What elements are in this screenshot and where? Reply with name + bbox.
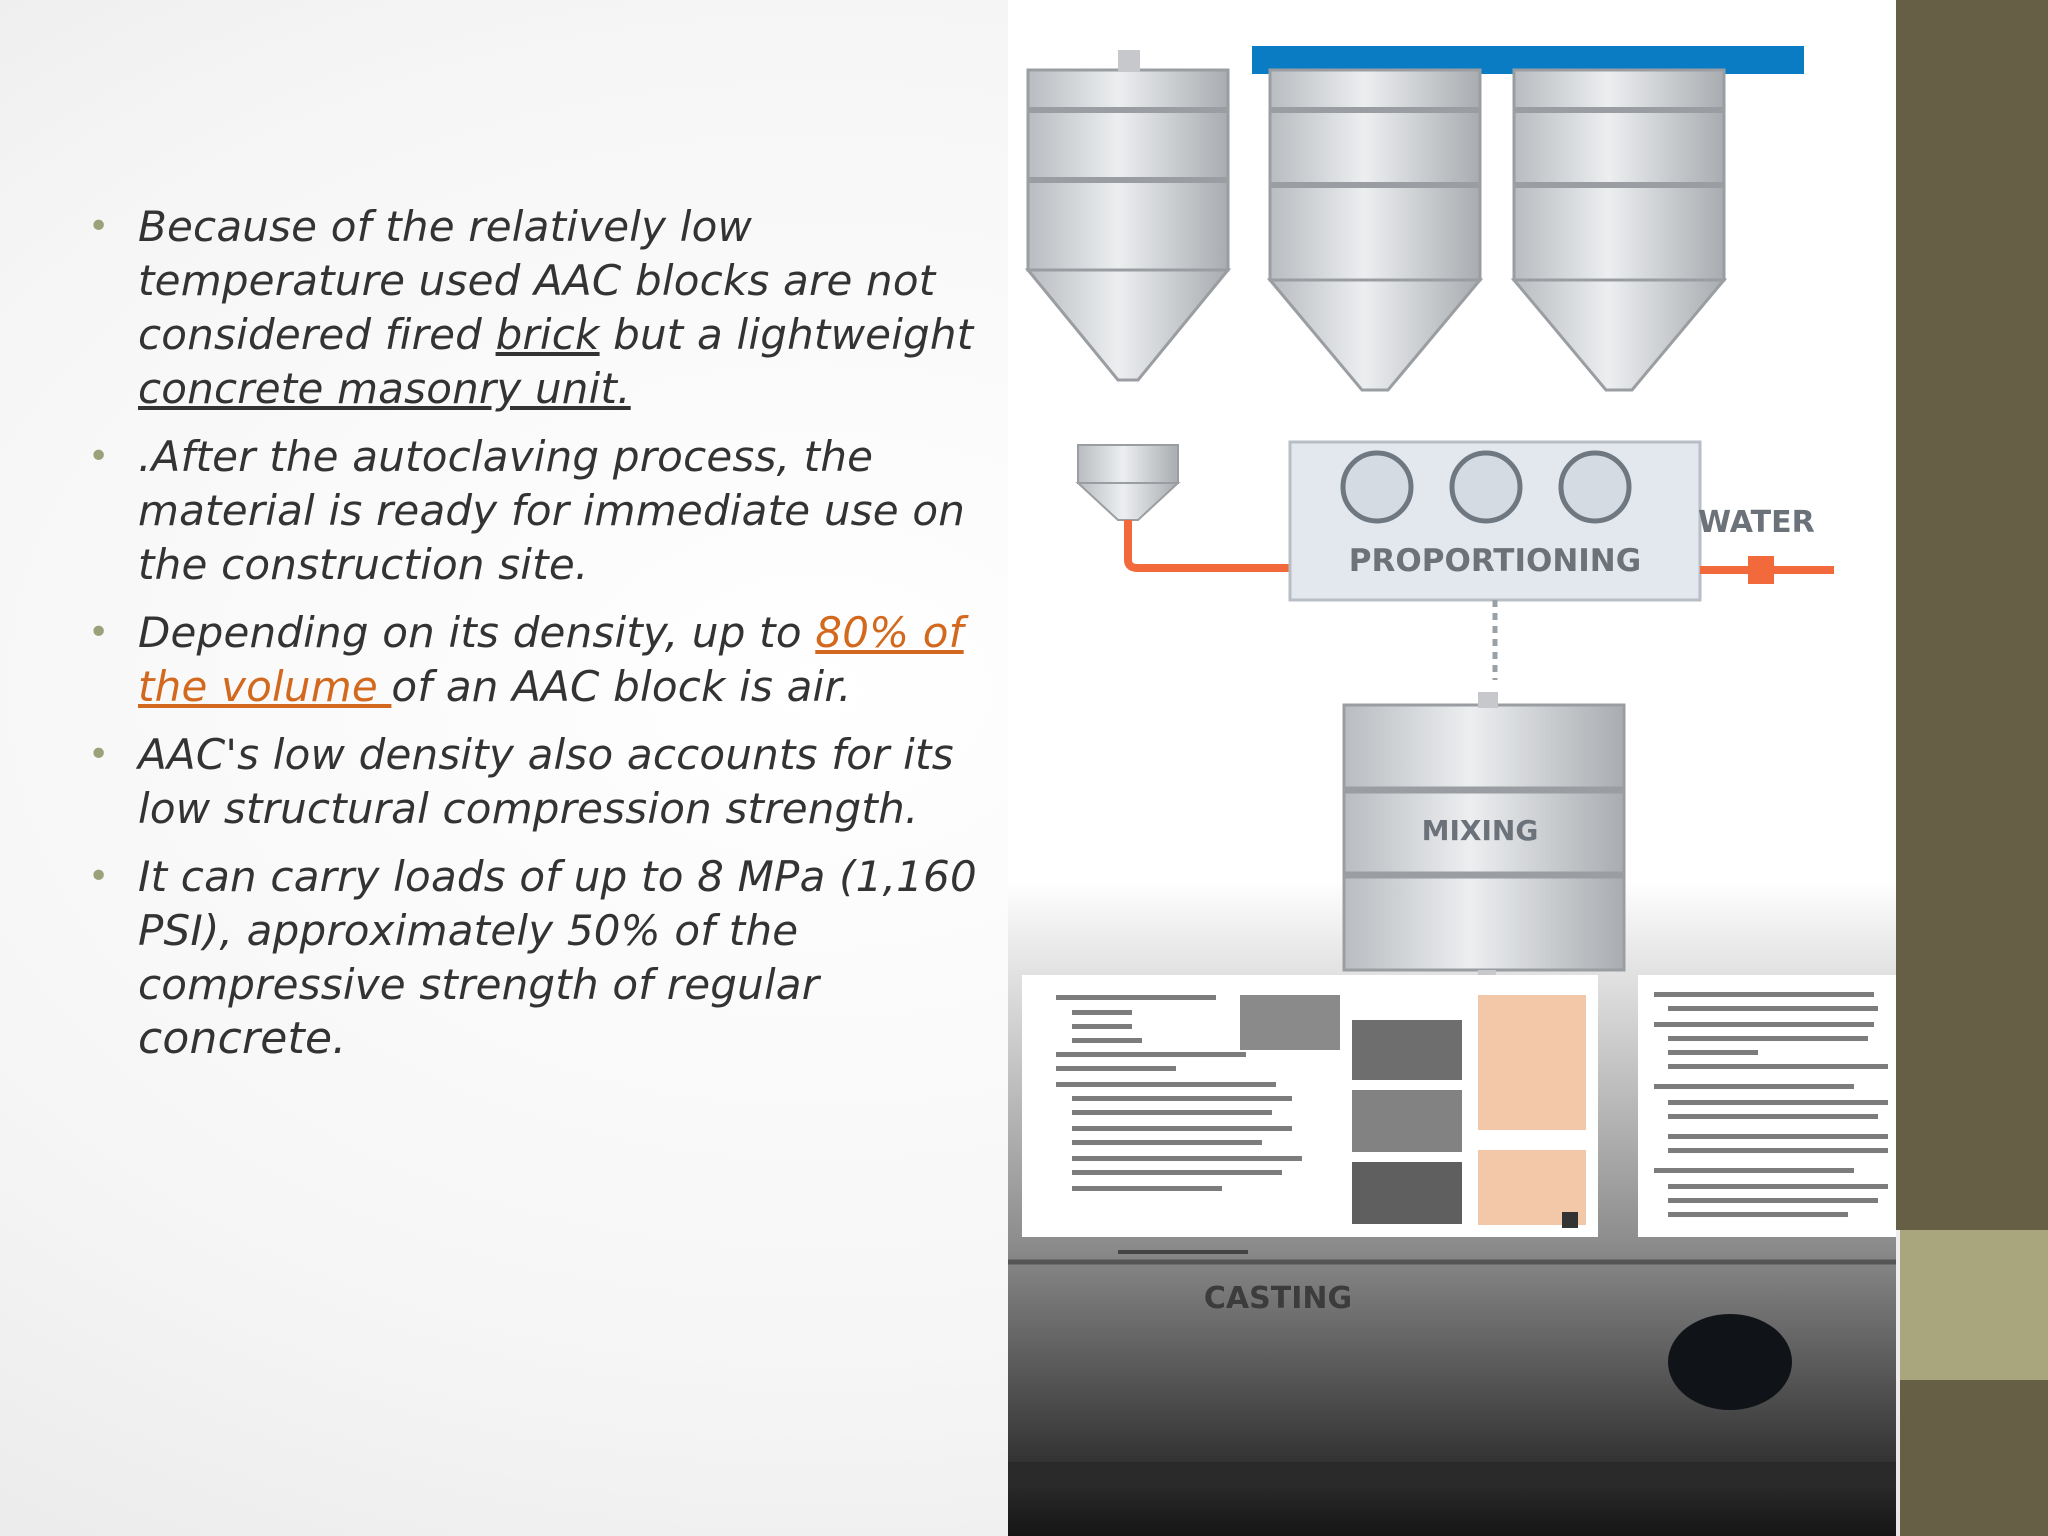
bullet-item xyxy=(84,200,994,416)
mixing-tank xyxy=(1344,692,1624,970)
bullet-text: AAC's low density also accounts for its low structural compression strength. xyxy=(138,730,954,833)
aac-process-diagram xyxy=(1008,0,1896,1536)
proportioning-label: PROPORTIONING xyxy=(1348,543,1642,579)
bullet-text: but a lightweight xyxy=(599,310,974,359)
bullet-text: It can carry loads of up to 8 MPa (1,160 PSI), approximately 50% of the compressive strength of regular xyxy=(138,852,977,1009)
concrete-masonry-unit-link[interactable]: concrete masonry unit. xyxy=(138,364,631,413)
bullet-text: concrete. xyxy=(138,1013,347,1064)
mixing-label: MIXING xyxy=(1421,814,1539,847)
bullet-marker: • xyxy=(88,206,110,247)
wheel-icon xyxy=(1668,1314,1792,1410)
bullet-text: Depending on its density, up to xyxy=(138,608,816,657)
accent-bar-light xyxy=(1900,1230,2048,1380)
document-thumbnail xyxy=(1022,975,1598,1237)
accent-bar-dark-bottom xyxy=(1900,1380,2048,1536)
bullet-marker: • xyxy=(88,612,110,653)
bullet-item xyxy=(84,430,994,592)
bullet-marker: • xyxy=(88,734,110,775)
brick-link[interactable]: brick xyxy=(495,310,600,359)
bullet-text: of an AAC block is air. xyxy=(391,662,852,711)
bullet-item xyxy=(84,850,994,1066)
bullet-marker: • xyxy=(88,436,110,477)
document-thumbnail xyxy=(1638,975,1896,1237)
water-label: WATER xyxy=(1698,505,1815,540)
bullet-item xyxy=(84,728,994,836)
proportioning-box xyxy=(1290,442,1700,600)
casting-label: CASTING xyxy=(1203,1281,1353,1316)
bullet-item xyxy=(84,606,994,714)
accent-bar-dark xyxy=(1896,0,2048,1230)
bullet-text: .After the autoclaving process, the material is ready for immediate use on the construction site. xyxy=(138,432,966,589)
bullet-text: Because of the relatively low temperature used AAC blocks are not considered fired xyxy=(138,202,936,359)
volume-link[interactable]: 80% of the volume xyxy=(138,608,964,711)
bullet-marker: • xyxy=(88,856,110,897)
bullet-list xyxy=(84,200,994,1080)
